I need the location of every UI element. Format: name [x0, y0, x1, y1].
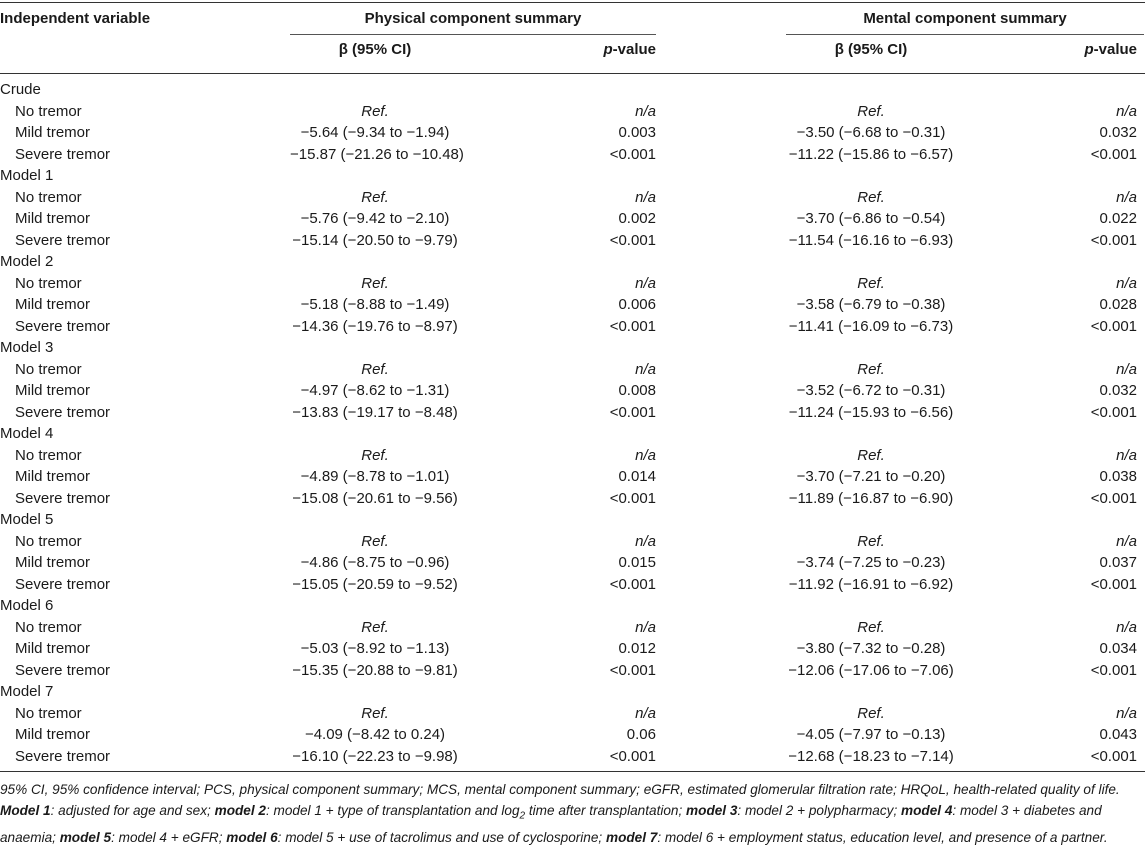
pcs-beta-cell: Ref.: [361, 704, 389, 722]
model-5-text: : model 4 + eGFR;: [111, 829, 227, 845]
group-row: [0, 681, 1145, 703]
mcs-beta-cell: Ref.: [857, 360, 885, 378]
table-row: [0, 144, 1145, 166]
header-pcs-beta: β (95% CI): [338, 41, 412, 58]
group-label: Crude: [0, 81, 41, 98]
model-5-label: model 5: [59, 829, 112, 845]
row-label: Mild tremor: [15, 382, 91, 399]
model-1-text: : adjusted for age and sex;: [50, 803, 215, 818]
header-independent-variable: Independent variable: [0, 10, 151, 27]
pcs-pvalue-cell: 0.014: [618, 468, 656, 485]
mcs-pvalue-cell: n/a: [1116, 704, 1137, 722]
mcs-pvalue-cell: n/a: [1116, 618, 1137, 636]
pcs-beta-cell: Ref.: [361, 102, 389, 120]
table-row: [0, 208, 1145, 230]
pcs-pvalue-cell: <0.001: [609, 489, 656, 507]
mcs-pvalue-cell: n/a: [1116, 446, 1137, 464]
mcs-pvalue-cell: <0.001: [1090, 575, 1137, 593]
table-body: [0, 79, 1145, 767]
group-label: Model 3: [0, 339, 54, 356]
table-footnotes: [0, 779, 1140, 848]
table-row: [0, 187, 1145, 209]
mcs-beta-cell: Ref.: [857, 532, 885, 550]
pcs-group-rule: [290, 34, 656, 35]
mcs-pvalue-cell: <0.001: [1090, 489, 1137, 507]
p-italic: p: [603, 41, 613, 58]
mcs-beta-cell: −3.50 (−6.68 to −0.31): [796, 124, 946, 141]
mcs-beta-cell: −12.68 (−18.23 to −7.14): [788, 747, 954, 765]
pcs-pvalue-cell: n/a: [635, 704, 656, 722]
pcs-beta-cell: −16.10 (−22.23 to −9.98): [292, 747, 458, 765]
table-row: [0, 359, 1145, 381]
pcs-beta-cell: −5.76 (−9.42 to −2.10): [300, 210, 450, 227]
table-row: [0, 294, 1145, 316]
header-mcs-group: Mental component summary: [863, 10, 1067, 27]
model-2-text-cont: time after transplantation;: [525, 803, 687, 818]
model-3-label: model 3: [686, 803, 738, 818]
pcs-beta-cell: −13.83 (−19.17 to −8.48): [292, 403, 458, 421]
mcs-beta-cell: −11.54 (−16.16 to −6.93): [788, 231, 954, 249]
pcs-pvalue-cell: 0.06: [626, 726, 656, 743]
pcs-beta-cell: −4.89 (−8.78 to −1.01): [300, 468, 450, 485]
table-row: [0, 660, 1145, 682]
group-row: [0, 423, 1145, 445]
pcs-pvalue-cell: n/a: [635, 446, 656, 464]
mcs-pvalue-cell: n/a: [1116, 532, 1137, 550]
mcs-beta-cell: −11.24 (−15.93 to −6.56): [788, 403, 954, 421]
pcs-beta-cell: −15.08 (−20.61 to −9.56): [292, 489, 458, 507]
table-row: [0, 552, 1145, 574]
mcs-pvalue-cell: 0.037: [1099, 554, 1137, 571]
group-label: Model 1: [0, 167, 54, 184]
mcs-pvalue-cell: 0.022: [1099, 210, 1137, 227]
model-1-label: Model 1: [0, 803, 51, 818]
mcs-beta-cell: −4.05 (−7.97 to −0.13): [796, 726, 946, 743]
table-row: [0, 101, 1145, 123]
pcs-beta-cell: −15.14 (−20.50 to −9.79): [292, 231, 458, 249]
mcs-pvalue-cell: <0.001: [1090, 231, 1137, 249]
mcs-pvalue-cell: <0.001: [1090, 403, 1137, 421]
row-label: No tremor: [15, 704, 82, 722]
table-row: [0, 703, 1145, 725]
pcs-pvalue-cell: <0.001: [609, 231, 656, 249]
pcs-pvalue-cell: n/a: [635, 102, 656, 120]
row-label: Mild tremor: [15, 726, 91, 743]
pcs-pvalue-cell: <0.001: [609, 403, 656, 421]
pcs-beta-cell: −15.35 (−20.88 to −9.81): [292, 661, 458, 679]
row-label: Severe tremor: [15, 231, 111, 249]
mcs-pvalue-cell: n/a: [1116, 360, 1137, 378]
table-row: [0, 273, 1145, 295]
mcs-group-rule: [786, 34, 1144, 35]
pcs-pvalue-cell: <0.001: [609, 145, 656, 163]
table-row: [0, 531, 1145, 553]
row-label: Mild tremor: [15, 554, 91, 571]
mcs-pvalue-cell: <0.001: [1090, 317, 1137, 335]
row-label: No tremor: [15, 360, 82, 378]
pcs-beta-cell: Ref.: [361, 446, 389, 464]
model-6-text: : model 5 + use of tacrolimus and use of cyclosporine;: [277, 829, 606, 845]
mcs-beta-cell: −12.06 (−17.06 to −7.06): [788, 661, 954, 679]
footnote-models: [0, 800, 1140, 848]
p-italic: p: [1084, 41, 1094, 58]
pcs-pvalue-cell: 0.006: [618, 296, 656, 313]
pcs-pvalue-cell: <0.001: [609, 747, 656, 765]
mcs-beta-cell: −11.92 (−16.91 to −6.92): [788, 575, 954, 593]
group-row: [0, 165, 1145, 187]
table-row: [0, 445, 1145, 467]
model-2-text: : model 1 + type of transplantation and log: [265, 803, 520, 818]
pcs-pvalue-cell: 0.012: [618, 640, 656, 657]
header-bottom-rule: [0, 73, 1145, 74]
model-6-label: model 6: [226, 829, 278, 845]
pcs-pvalue-cell: 0.015: [618, 554, 656, 571]
pcs-beta-cell: −4.09 (−8.42 to 0.24): [304, 726, 446, 743]
pcs-beta-cell: Ref.: [361, 618, 389, 636]
mcs-pvalue-cell: <0.001: [1090, 145, 1137, 163]
mcs-beta-cell: −11.89 (−16.87 to −6.90): [788, 489, 954, 507]
table-row: [0, 402, 1145, 424]
row-label: Mild tremor: [15, 468, 91, 485]
row-label: Mild tremor: [15, 210, 91, 227]
pcs-pvalue-cell: <0.001: [609, 317, 656, 335]
pcs-pvalue-cell: <0.001: [609, 575, 656, 593]
pcs-pvalue-cell: n/a: [635, 274, 656, 292]
table-row: [0, 574, 1145, 596]
pcs-beta-cell: −14.36 (−19.76 to −8.97): [292, 317, 458, 335]
mcs-beta-cell: −3.80 (−7.32 to −0.28): [796, 640, 946, 657]
mcs-pvalue-cell: 0.032: [1099, 124, 1137, 141]
pcs-beta-cell: Ref.: [361, 274, 389, 292]
group-row: [0, 595, 1145, 617]
table-row: [0, 122, 1145, 144]
model-7-text: : model 6 + employment status, education level, and presence of a partner.: [657, 829, 1108, 845]
pcs-beta-cell: Ref.: [361, 532, 389, 550]
row-label: Severe tremor: [15, 403, 111, 421]
group-row: [0, 337, 1145, 359]
group-label: Model 7: [0, 683, 54, 700]
row-label: No tremor: [15, 102, 82, 120]
pcs-beta-cell: Ref.: [361, 360, 389, 378]
log-subscript: 2: [519, 810, 526, 822]
group-label: Model 4: [0, 425, 54, 442]
pcs-beta-cell: −5.64 (−9.34 to −1.94): [300, 124, 450, 141]
table-row: [0, 380, 1145, 402]
row-label: Mild tremor: [15, 296, 91, 313]
mcs-beta-cell: −11.41 (−16.09 to −6.73): [788, 317, 954, 335]
header-pcs-pvalue: [560, 41, 656, 58]
row-label: Severe tremor: [15, 747, 111, 765]
row-label: Severe tremor: [15, 317, 111, 335]
row-label: Mild tremor: [15, 124, 91, 141]
row-label: No tremor: [15, 532, 82, 550]
p-suffix: -value: [1093, 41, 1137, 58]
pcs-pvalue-cell: n/a: [635, 532, 656, 550]
group-label: Model 5: [0, 511, 54, 528]
mcs-pvalue-cell: 0.043: [1099, 726, 1137, 743]
table-row: [0, 488, 1145, 510]
table-row: [0, 230, 1145, 252]
table-row: [0, 746, 1145, 768]
row-label: No tremor: [15, 188, 82, 206]
mcs-pvalue-cell: <0.001: [1090, 747, 1137, 765]
pcs-beta-cell: −5.18 (−8.88 to −1.49): [300, 296, 450, 313]
p-suffix: -value: [612, 41, 656, 58]
pcs-pvalue-cell: 0.008: [618, 382, 656, 399]
header-mcs-pvalue: [1040, 41, 1137, 58]
table-row: [0, 724, 1145, 746]
table-row: [0, 466, 1145, 488]
pcs-beta-cell: −15.05 (−20.59 to −9.52): [292, 575, 458, 593]
mcs-beta-cell: −3.70 (−6.86 to −0.54): [796, 210, 946, 227]
row-label: Severe tremor: [15, 145, 111, 163]
group-row: [0, 79, 1145, 101]
pcs-pvalue-cell: n/a: [635, 360, 656, 378]
mcs-beta-cell: Ref.: [857, 102, 885, 120]
table-row: [0, 638, 1145, 660]
model-4-label: model 4: [901, 803, 953, 818]
row-label: No tremor: [15, 274, 82, 292]
mcs-beta-cell: −11.22 (−15.86 to −6.57): [788, 145, 954, 163]
table-bottom-rule: [0, 771, 1145, 772]
mcs-beta-cell: −3.74 (−7.25 to −0.23): [796, 554, 946, 571]
pcs-pvalue-cell: 0.003: [618, 124, 656, 141]
mcs-beta-cell: Ref.: [857, 274, 885, 292]
model-3-text: : model 2 + polypharmacy;: [737, 803, 902, 818]
pcs-beta-cell: Ref.: [361, 188, 389, 206]
row-label: Severe tremor: [15, 575, 111, 593]
pcs-beta-cell: −5.03 (−8.92 to −1.13): [300, 640, 450, 657]
table-row: [0, 316, 1145, 338]
group-label: Model 2: [0, 253, 54, 270]
mcs-pvalue-cell: n/a: [1116, 188, 1137, 206]
model-7-label: model 7: [605, 829, 658, 845]
table-top-rule: [0, 2, 1145, 3]
pcs-pvalue-cell: 0.002: [618, 210, 656, 227]
header-mcs-beta: β (95% CI): [834, 41, 908, 58]
pcs-pvalue-cell: n/a: [635, 188, 656, 206]
mcs-pvalue-cell: 0.034: [1099, 640, 1137, 657]
mcs-beta-cell: Ref.: [857, 618, 885, 636]
pcs-beta-cell: −4.86 (−8.75 to −0.96): [300, 554, 450, 571]
mcs-pvalue-cell: 0.032: [1099, 382, 1137, 399]
row-label: No tremor: [15, 618, 82, 636]
model-4-text: : model 3 + diabetes and anaemia;: [0, 803, 1102, 845]
group-label: Model 6: [0, 597, 54, 614]
footnote-abbreviations: 95% CI, 95% confidence interval; PCS, physical component summary; MCS, mental component summary; eGFR, estimated glomerular filtration rate; HRQoL, health-related quality of life.: [0, 782, 1120, 797]
mcs-beta-cell: −3.58 (−6.79 to −0.38): [796, 296, 946, 313]
mcs-pvalue-cell: 0.038: [1099, 468, 1137, 485]
group-row: [0, 509, 1145, 531]
mcs-pvalue-cell: 0.028: [1099, 296, 1137, 313]
row-label: Severe tremor: [15, 661, 111, 679]
model-2-label: model 2: [214, 803, 266, 818]
pcs-pvalue-cell: <0.001: [609, 661, 656, 679]
row-label: No tremor: [15, 446, 82, 464]
mcs-pvalue-cell: n/a: [1116, 274, 1137, 292]
mcs-pvalue-cell: <0.001: [1090, 661, 1137, 679]
mcs-beta-cell: Ref.: [857, 704, 885, 722]
pcs-pvalue-cell: n/a: [635, 618, 656, 636]
group-row: [0, 251, 1145, 273]
mcs-beta-cell: −3.52 (−6.72 to −0.31): [796, 382, 946, 399]
pcs-beta-cell: −15.87 (−21.26 to −10.48): [290, 145, 464, 163]
mcs-beta-cell: −3.70 (−7.21 to −0.20): [796, 468, 946, 485]
header-pcs-group: Physical component summary: [364, 10, 582, 27]
table-row: [0, 617, 1145, 639]
mcs-beta-cell: Ref.: [857, 188, 885, 206]
row-label: Severe tremor: [15, 489, 111, 507]
mcs-beta-cell: Ref.: [857, 446, 885, 464]
pcs-beta-cell: −4.97 (−8.62 to −1.31): [300, 382, 450, 399]
mcs-pvalue-cell: n/a: [1116, 102, 1137, 120]
row-label: Mild tremor: [15, 640, 91, 657]
